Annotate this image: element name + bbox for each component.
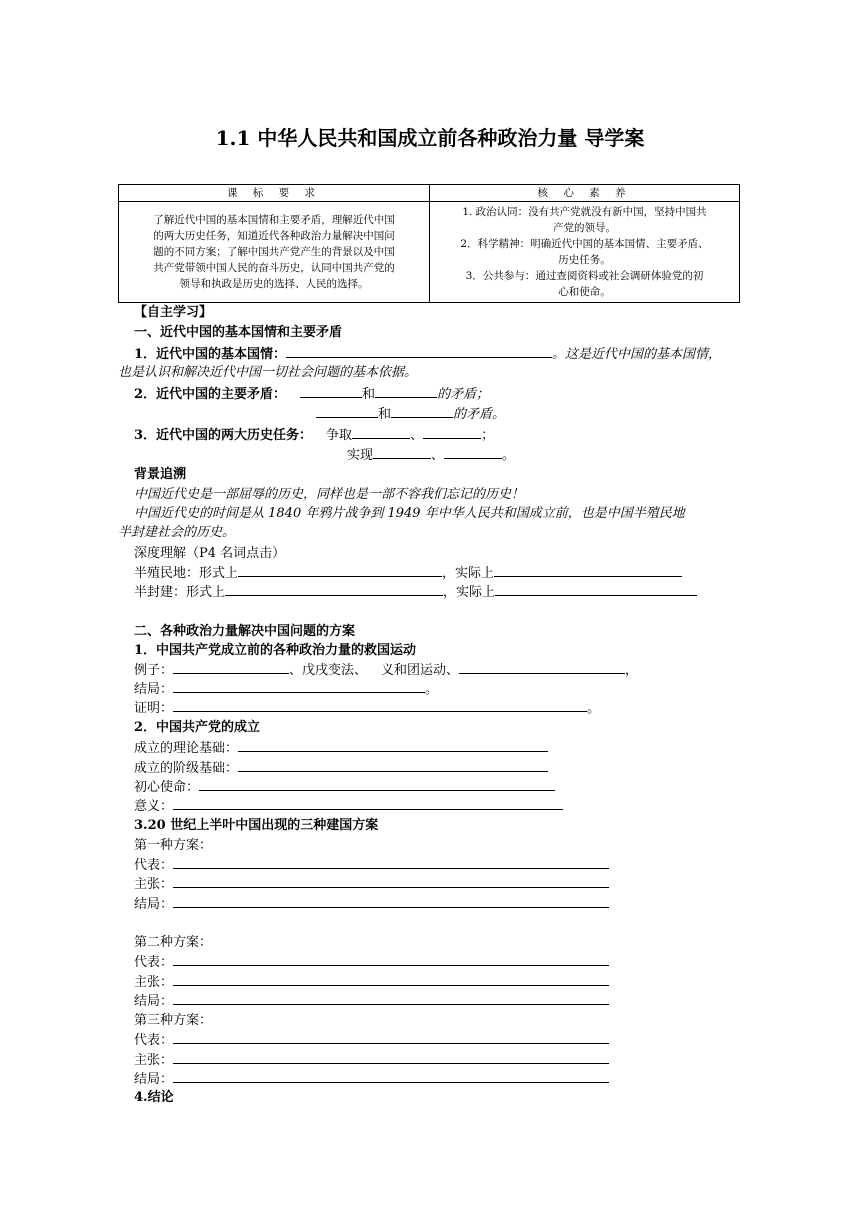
representative-label: 代表： [134, 955, 174, 970]
answer-blank[interactable] [173, 1069, 609, 1083]
theory-basis-label: 成立的理论基础： [134, 741, 239, 756]
separator-text: 。 [502, 448, 516, 463]
plan-one-result-row [134, 894, 609, 914]
table-header-right: 核 心 素 养 [430, 185, 740, 202]
answer-blank[interactable] [173, 894, 609, 908]
answer-blank[interactable] [495, 582, 697, 596]
plan-three-label: 第三种方案： [134, 1013, 213, 1028]
answer-blank[interactable] [316, 404, 378, 418]
main-contradiction-row-1 [134, 384, 489, 404]
examples-row [134, 660, 638, 680]
self-study-heading: 【自主学习】 [134, 305, 213, 320]
separator-text: ， [625, 663, 639, 678]
significance-label: 意义： [134, 799, 174, 814]
and-text: 和 [362, 387, 376, 402]
requirement-line: 共产党带领中国人民的奋斗历史，认同中国共产党的 [153, 262, 395, 274]
requirement-line: 了解近代中国的基本国情和主要矛盾，理解近代中国 [153, 214, 395, 226]
standards-table [118, 184, 740, 303]
answer-blank[interactable] [444, 445, 502, 459]
claim-label: 主张： [134, 1053, 174, 1068]
separator-text: 、 [431, 448, 445, 463]
basic-condition-note: 。这是近代中国的基本国情， [552, 347, 722, 362]
plan-one-representative-row [134, 855, 609, 875]
historical-task-row-1 [134, 425, 494, 445]
contradiction-suffix: 的矛盾； [437, 387, 490, 402]
background-line: 中国近代史的时间是从 1840 年鸦片战争到 1949 年中华人民共和国成立前，也是中国半殖民地 [134, 506, 685, 521]
strive-text: 争取 [326, 428, 353, 443]
cpc-founding-heading: 2．中国共产党的成立 [134, 720, 261, 735]
background-line: 半封建社会的历史。 [118, 525, 236, 540]
answer-blank[interactable] [238, 738, 548, 752]
in-fact-text: ，实际上 [443, 585, 496, 600]
plan-two-claim-row [134, 972, 609, 992]
main-contradiction-label: 2．近代中国的主要矛盾： [134, 387, 287, 402]
answer-blank[interactable] [173, 698, 587, 712]
answer-blank[interactable] [173, 972, 609, 986]
salvation-movements-heading: 1．中国共产党成立前的各种政治力量的救国运动 [134, 643, 417, 658]
claim-label: 主张： [134, 877, 174, 892]
requirement-line: 的两大历史任务，知道近代各种政治力量解决中国问 [153, 230, 395, 242]
semi-colonial-label: 半殖民地：形式上 [134, 566, 239, 581]
separator-text: 、 [410, 428, 424, 443]
representative-label: 代表： [134, 1033, 174, 1048]
answer-blank[interactable] [300, 384, 362, 398]
literacy-line: 2．科学精神：明确近代中国的基本国情、主要矛盾、 [460, 238, 709, 250]
basic-condition-label: 1．近代中国的基本国情： [134, 347, 287, 362]
answer-blank[interactable] [173, 1030, 609, 1044]
mission-row [134, 777, 555, 797]
separator-text: 。 [425, 682, 439, 697]
section-two-heading: 二、各种政治力量解决中国问题的方案 [134, 624, 356, 639]
separator-text: 。 [587, 701, 601, 716]
main-contradiction-row-2 [316, 404, 505, 424]
result-label: 结局： [134, 897, 174, 912]
examples-text: 义和团运动、 [381, 663, 460, 678]
deep-understanding-heading: 深度理解（P4 名词点击） [134, 546, 286, 561]
plan-three-representative-row [134, 1030, 609, 1050]
answer-blank[interactable] [173, 660, 289, 674]
examples-label: 例子： [134, 663, 174, 678]
answer-blank[interactable] [225, 582, 443, 596]
result-label: 结局： [134, 682, 174, 697]
semi-feudal-row [134, 582, 697, 602]
in-fact-text: ，实际上 [442, 566, 495, 581]
three-plans-heading: 3.20 世纪上半叶中国出现的三种建国方案 [134, 818, 379, 833]
basic-condition-note-cont: 也是认识和解决近代中国一切社会问题的基本依据。 [118, 365, 418, 380]
literacy-line: 产党的领导。 [553, 222, 616, 234]
semi-colonial-row [134, 563, 682, 583]
answer-blank[interactable] [173, 952, 609, 966]
plan-one-label: 第一种方案： [134, 838, 213, 853]
conclusion-heading: 4.结论 [134, 1090, 174, 1105]
answer-blank[interactable] [373, 445, 431, 459]
background-line: 中国近代史是一部屈辱的历史，同样也是一部不容我们忘记的历史！ [134, 487, 525, 502]
answer-blank[interactable] [173, 1050, 609, 1064]
examples-text: 、戊戌变法、 [289, 663, 368, 678]
literacy-line: 历史任务。 [558, 254, 611, 266]
literacy-line: 1. 政治认同：没有共产党就没有新中国，坚持中国共 [462, 206, 707, 218]
answer-blank[interactable] [173, 874, 609, 888]
answer-blank[interactable] [173, 855, 609, 869]
class-basis-label: 成立的阶级基础： [134, 761, 239, 776]
answer-blank[interactable] [391, 404, 453, 418]
contradiction-suffix: 的矛盾。 [453, 407, 506, 422]
and-text: 和 [378, 407, 392, 422]
plan-three-result-row [134, 1069, 609, 1089]
answer-blank[interactable] [494, 563, 682, 577]
answer-blank[interactable] [375, 384, 437, 398]
plan-three-claim-row [134, 1050, 609, 1070]
result-label: 结局： [134, 994, 174, 1009]
curriculum-requirement-cell [119, 202, 430, 303]
plan-one-claim-row [134, 874, 609, 894]
basic-condition-row [134, 344, 721, 364]
mission-label: 初心使命： [134, 780, 200, 795]
result-row [134, 679, 438, 699]
theory-basis-row [134, 738, 548, 758]
answer-blank[interactable] [173, 796, 563, 810]
claim-label: 主张： [134, 975, 174, 990]
answer-blank[interactable] [199, 777, 555, 791]
answer-blank[interactable] [238, 563, 442, 577]
plan-two-representative-row [134, 952, 609, 972]
proof-row [134, 698, 600, 718]
answer-blank[interactable] [459, 660, 625, 674]
answer-blank[interactable] [173, 991, 609, 1005]
answer-blank[interactable] [238, 758, 548, 772]
page-title: 1.1 中华人民共和国成立前各种政治力量 导学案 [215, 126, 645, 150]
result-label: 结局： [134, 1072, 174, 1087]
core-literacy-cell [430, 202, 740, 303]
class-basis-row [134, 758, 548, 778]
literacy-line: 心和使命。 [558, 286, 611, 298]
semi-feudal-label: 半封建：形式上 [134, 585, 226, 600]
significance-row [134, 796, 563, 816]
literacy-line: 3．公共参与：通过查阅资料或社会调研体验党的初 [465, 270, 704, 282]
background-heading: 背景追溯 [134, 467, 187, 482]
plan-two-label: 第二种方案： [134, 935, 213, 950]
section-one-heading: 一、近代中国的基本国情和主要矛盾 [134, 325, 343, 340]
answer-blank[interactable] [173, 679, 425, 693]
historical-task-label: 3．近代中国的两大历史任务： [134, 428, 313, 443]
historical-task-row-2 [347, 445, 515, 465]
answer-blank[interactable] [423, 425, 481, 439]
realize-text: 实现 [347, 448, 374, 463]
representative-label: 代表： [134, 858, 174, 873]
table-header-left: 课 标 要 求 [119, 185, 430, 202]
answer-blank[interactable] [286, 344, 552, 358]
proof-label: 证明： [134, 701, 174, 716]
requirement-line: 题的不同方案；了解中国共产党产生的背景以及中国 [153, 246, 395, 258]
requirement-line: 领导和执政是历史的选择、人民的选择。 [179, 278, 369, 290]
separator-text: ； [481, 428, 495, 443]
plan-two-result-row [134, 991, 609, 1011]
answer-blank[interactable] [352, 425, 410, 439]
